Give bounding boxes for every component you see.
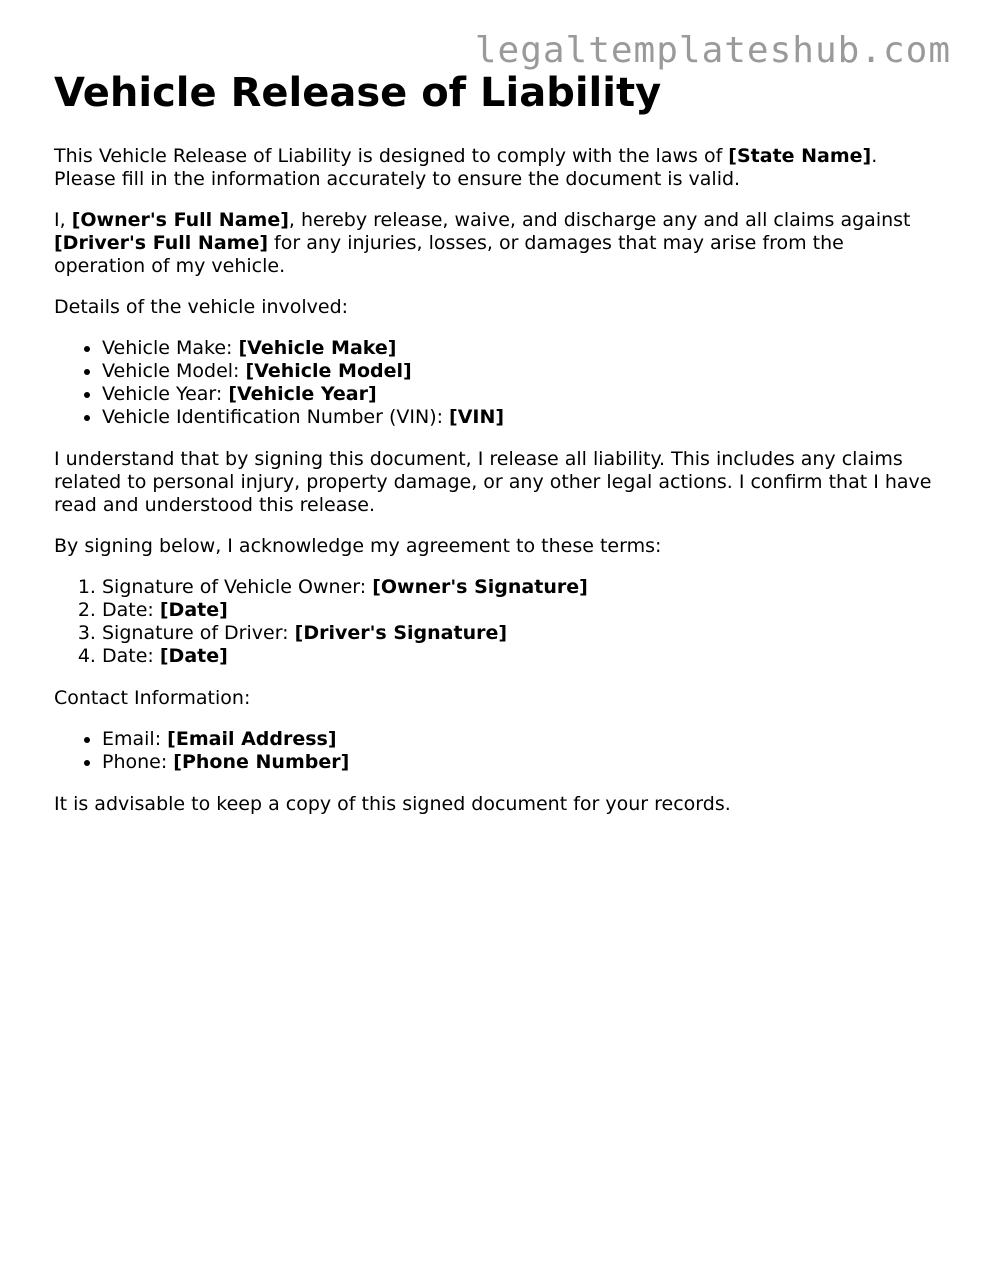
item-label: Signature of Vehicle Owner: xyxy=(102,576,373,598)
list-item xyxy=(102,751,934,774)
owner-name-placeholder: [Owner's Full Name] xyxy=(71,209,289,231)
contact-heading: Contact Information: xyxy=(54,687,251,709)
vehicle-details-list xyxy=(54,337,934,429)
item-placeholder: [VIN] xyxy=(449,406,505,428)
release-text-3: for any injuries, losses, or damages that may arise from the operation of my vehicle. xyxy=(54,232,844,277)
item-label: Vehicle Model: xyxy=(102,360,246,382)
item-placeholder: [Phone Number] xyxy=(173,751,350,773)
item-placeholder: [Vehicle Make] xyxy=(238,337,397,359)
item-label: Signature of Driver: xyxy=(102,622,295,644)
item-placeholder: [Vehicle Model] xyxy=(245,360,412,382)
release-text-2: , hereby release, waive, and discharge any and all claims against xyxy=(288,209,911,231)
item-label: Vehicle Year: xyxy=(102,383,229,405)
item-label: Phone: xyxy=(102,751,174,773)
list-item xyxy=(102,728,934,751)
item-placeholder: [Date] xyxy=(159,599,228,621)
closing-paragraph: It is advisable to keep a copy of this signed document for your records. xyxy=(54,793,731,815)
item-label: Email: xyxy=(102,728,168,750)
intro-text-2: . Please fill in the information accurately to ensure the document is valid. xyxy=(54,145,878,190)
document-body xyxy=(54,68,934,834)
list-item xyxy=(102,645,934,668)
document-title: Vehicle Release of Liability xyxy=(54,70,662,116)
release-text-1: I, xyxy=(54,209,72,231)
item-label: Date: xyxy=(102,645,160,667)
item-label: Date: xyxy=(102,599,160,621)
item-placeholder: [Driver's Signature] xyxy=(294,622,508,644)
state-name-placeholder: [State Name] xyxy=(728,145,872,167)
list-item xyxy=(102,360,934,383)
item-placeholder: [Date] xyxy=(159,645,228,667)
item-placeholder: [Vehicle Year] xyxy=(228,383,377,405)
understanding-paragraph: I understand that by signing this document, I release all liability. This includes any claims related to personal injury, property damage, or any other legal actions. I confirm that I have read and understood this release. xyxy=(54,448,932,516)
list-item xyxy=(102,406,934,429)
list-item xyxy=(102,383,934,406)
signature-list xyxy=(54,576,934,668)
vehicle-details-heading: Details of the vehicle involved: xyxy=(54,296,349,318)
item-label: Vehicle Make: xyxy=(102,337,239,359)
list-item xyxy=(102,599,934,622)
driver-name-placeholder: [Driver's Full Name] xyxy=(54,232,269,254)
intro-text-1: This Vehicle Release of Liability is designed to comply with the laws of xyxy=(54,145,729,167)
item-placeholder: [Owner's Signature] xyxy=(372,576,588,598)
site-watermark: legaltemplateshub.com xyxy=(474,30,951,71)
item-label: Vehicle Identification Number (VIN): xyxy=(102,406,450,428)
intro-paragraph xyxy=(54,145,934,191)
list-item xyxy=(102,576,934,599)
list-item xyxy=(102,622,934,645)
list-item xyxy=(102,337,934,360)
contact-list xyxy=(54,728,934,774)
signing-heading: By signing below, I acknowledge my agreement to these terms: xyxy=(54,535,662,557)
release-paragraph xyxy=(54,209,934,278)
item-placeholder: [Email Address] xyxy=(167,728,337,750)
